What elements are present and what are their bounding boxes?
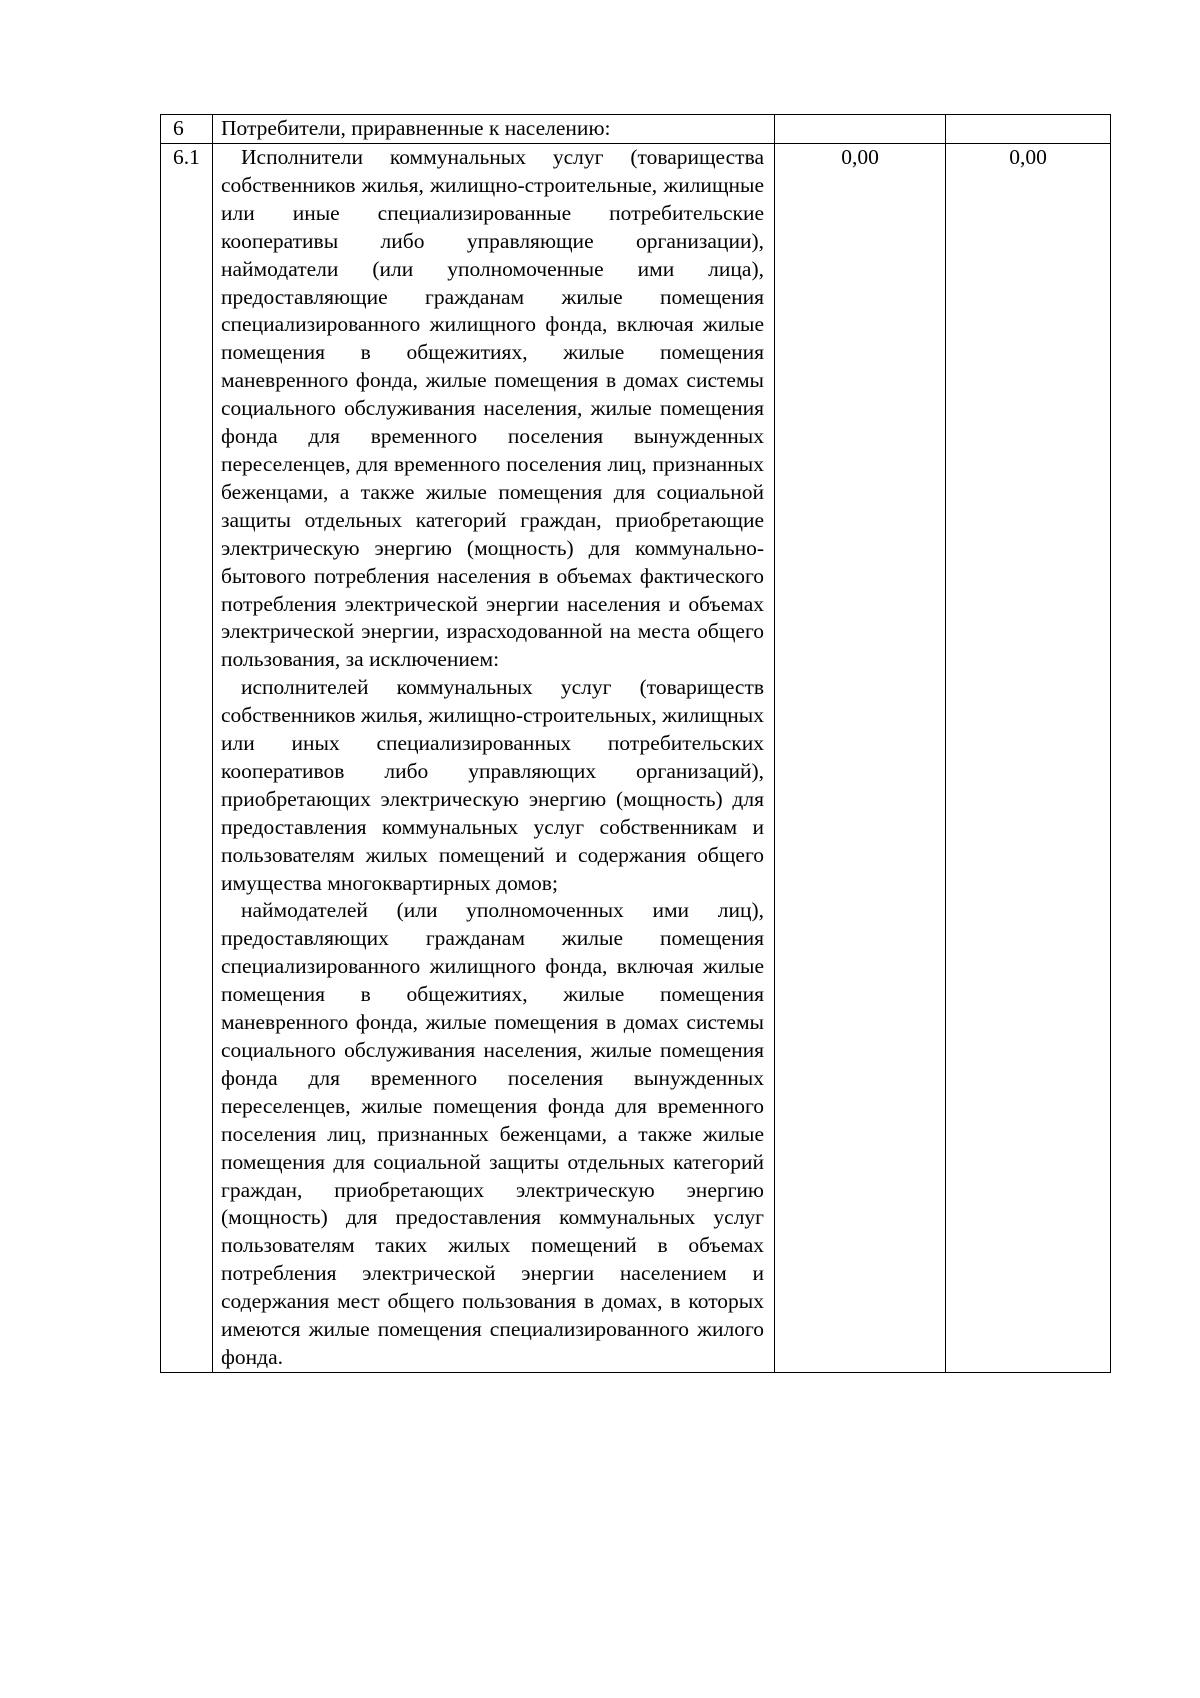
description-paragraph: Исполнители коммунальных услуг (товарищества собственников жилья, жилищно-строительные, жилищные или иные специализированные потребительские кооперативы либо управляющие организации), наймодатели (или уполномоченные ими лица), предоставляющие гражданам жилые помещения специализированного жилищного фонда, включая жилые помещения в общежитиях, жилые помещения маневренного фонда, жилые помещения в домах системы социального обслуживания населения, жилые помещения фонда для временного поселения вынужденных переселенцев, для временного поселения лиц, признанных беженцами, а также жилые помещения для социальной защиты отдельных категорий граждан, приобретающие электрическую энергию (мощность) для коммунально-бытового потребления населения в объемах фактического потребления электрической энергии населения и объемах электрической энергии, израсходованной на места общего пользования, за исключением:: [221, 145, 764, 672]
description-paragraph: наймодателей (или уполномоченных ими лиц), предоставляющих гражданам жилые помещения специализированного жилищного фонда, включая жилые помещения в общежитиях, жилые помещения маневренного фонда, жилые помещения в домах системы социального обслуживания населения, жилые помещения фонда для временного поселения вынужденных переселенцев, жилые помещения фонда для временного поселения лиц, признанных беженцами, а также жилые помещения для социальной защиты отдельных категорий граждан, приобретающих электрическую энергию (мощность) для предоставления коммунальных услуг пользователям таких жилых помещений в объемах потребления электрической энергии населением и содержания мест общего пользования в домах, в которых имеются жилые помещения специализированного жилого фонда.: [221, 898, 764, 1369]
row-value-2: 0,00: [946, 144, 1111, 1373]
row-number: 6: [161, 115, 213, 144]
row-value-1: [775, 115, 946, 144]
row-description: [213, 144, 775, 1373]
row-number: 6.1: [161, 144, 213, 1373]
tariff-table: [160, 114, 1111, 1373]
row-value-2: [946, 115, 1111, 144]
description-paragraph: исполнителей коммунальных услуг (товариществ собственников жилья, жилищно-строительных, жилищных или иных специализированных потребительских кооперативов либо управляющих организаций), приобретающих электрическую энергию (мощность) для предоставления коммунальных услуг собственникам и пользователям жилых помещений и содержания общего имущества многоквартирных домов;: [221, 675, 764, 895]
row-description: Потребители, приравненные к населению:: [213, 115, 775, 144]
table-row-6: [161, 115, 1111, 144]
row-value-1: 0,00: [775, 144, 946, 1373]
table-row-6-1: [161, 144, 1111, 1373]
